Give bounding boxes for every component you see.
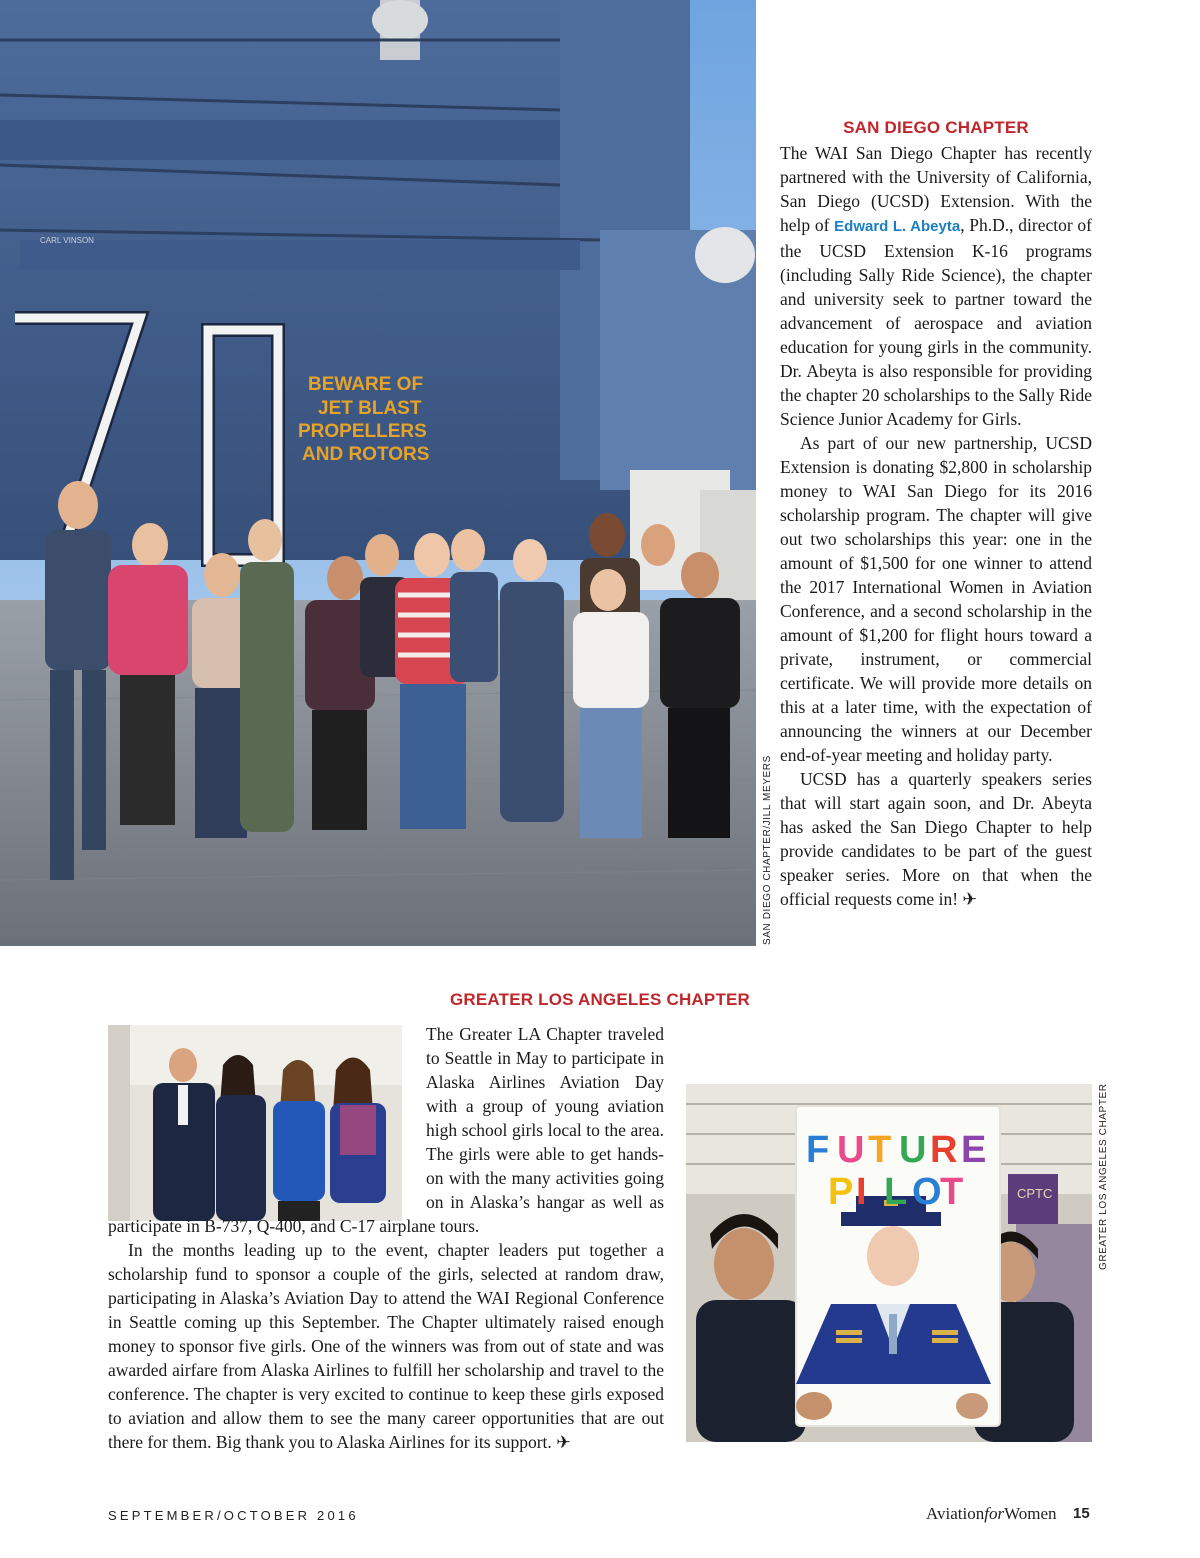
greater-la-photo-credit: GREATER LOS ANGELES CHAPTER bbox=[1098, 1083, 1109, 1270]
sign-letter: R bbox=[930, 1129, 958, 1171]
magazine-name-b: for bbox=[984, 1504, 1005, 1523]
san-diego-heading: SAN DIEGO CHAPTER bbox=[843, 118, 1029, 137]
sign-letter: P bbox=[828, 1171, 854, 1213]
sign-letter: O bbox=[912, 1171, 942, 1213]
signage-line-2: JET BLAST bbox=[318, 398, 422, 419]
san-diego-paragraph-3: UCSD has a quarterly speakers series that will start again soon, and Dr. Abeyta has asked the San Diego Chapter to help provide candidates to be part of the guest speaker series. More on that when the official requests come in! ✈ bbox=[780, 769, 1092, 909]
greater-la-paragraph-2: In the months leading up to the event, chapter leaders put together a scholarship fund to sponsor a couple of the girls, selected at random draw, participating in Alaska’s Aviation Day to attend the WAI Regional Conference in Seattle coming up this September. The Chapter ultimately raised enough money to sponsor five girls. One of the winners was from out of state and was awarded airfare from Alaska Airlines to fulfill her scholarship and travel to the conference. The chapter is very excited to continue to keep these girls exposed to aviation and allow them to see the many career opportunities that are out there for them. Big thank you to Alaska Airlines for its support. ✈ bbox=[108, 1240, 664, 1452]
magazine-name-c: Women bbox=[1004, 1504, 1057, 1523]
sign-letter: F bbox=[806, 1129, 830, 1171]
float-spacer-left bbox=[108, 1022, 426, 1214]
san-diego-photo-credit: SAN DIEGO CHAPTER/JILL MEYERS bbox=[762, 755, 773, 945]
future-pilot-photo bbox=[686, 1084, 1092, 1442]
sign-letter: U bbox=[837, 1129, 865, 1171]
san-diego-p1-text-a: The WAI San Diego Chapter has recently partnered with the University of California, San Diego (UCSD) Extension. With the help of bbox=[780, 143, 1092, 235]
sign-letter: U bbox=[899, 1129, 927, 1171]
booth-sign-text: CPTC bbox=[1017, 1186, 1053, 1201]
pilot-sign-word bbox=[828, 1171, 963, 1213]
sign-letter: L bbox=[884, 1171, 908, 1213]
san-diego-photo bbox=[0, 0, 756, 946]
abeyta-name-link[interactable]: Edward L. Abeyta bbox=[834, 218, 961, 235]
signage-line-3: PROPELLERS bbox=[298, 421, 427, 442]
sign-letter: E bbox=[961, 1129, 987, 1171]
page-number: 15 bbox=[1073, 1505, 1090, 1522]
signage-line-4: AND ROTORS bbox=[302, 444, 430, 465]
san-diego-article bbox=[780, 141, 1092, 911]
sign-letter: T bbox=[868, 1129, 892, 1171]
magazine-name-a: Aviation bbox=[926, 1504, 985, 1523]
greater-la-paragraph-1: The Greater LA Chapter traveled to Seattle in May to participate in Alaska Airlines Aviation Day with a group of young aviation high school girls local to the area. The girls were able to get hands-on with the many activities going on in Alaska’s hangar as well as participate in B-737, Q-400, and C-17 airplane tours. bbox=[108, 1024, 664, 1236]
san-diego-paragraph-1 bbox=[780, 141, 1092, 431]
san-diego-paragraph-2: As part of our new partnership, UCSD Extension is donating $2,800 in scholarship money to WAI San Diego for its 2016 scholarship program. The chapter will give out two scholarships this year: one in the amount of $1,500 for one winner to attend the 2017 International Women in Aviation Conference, and a second scholarship in the amount of $1,200 for flight hours toward a private, instrument, or commercial certificate. We will provide more details on this at a later time, with the expectation of announcing the winners at our December end-of-year meeting and holiday party. bbox=[780, 433, 1092, 765]
sign-letter: T bbox=[940, 1171, 964, 1213]
san-diego-p1-text-b: , Ph.D., director of the UCSD Extension K-16 programs (including Sally Ride Science), the chapter and university seek to partner toward the advancement of aerospace and aviation education for young girls in the community. Dr. Abeyta is also responsible for providing the chapter 20 scholarships to the Sally Ride Science Junior Academy for Girls. bbox=[780, 215, 1092, 429]
magazine-name bbox=[926, 1504, 1057, 1524]
issue-date: SEPTEMBER/OCTOBER 2016 bbox=[108, 1508, 359, 1523]
signage-line-1: BEWARE OF bbox=[308, 374, 424, 395]
sign-letter: I bbox=[856, 1171, 867, 1213]
ship-name-text: CARL VINSON bbox=[40, 236, 94, 245]
greater-la-heading: GREATER LOS ANGELES CHAPTER bbox=[449, 990, 751, 1009]
